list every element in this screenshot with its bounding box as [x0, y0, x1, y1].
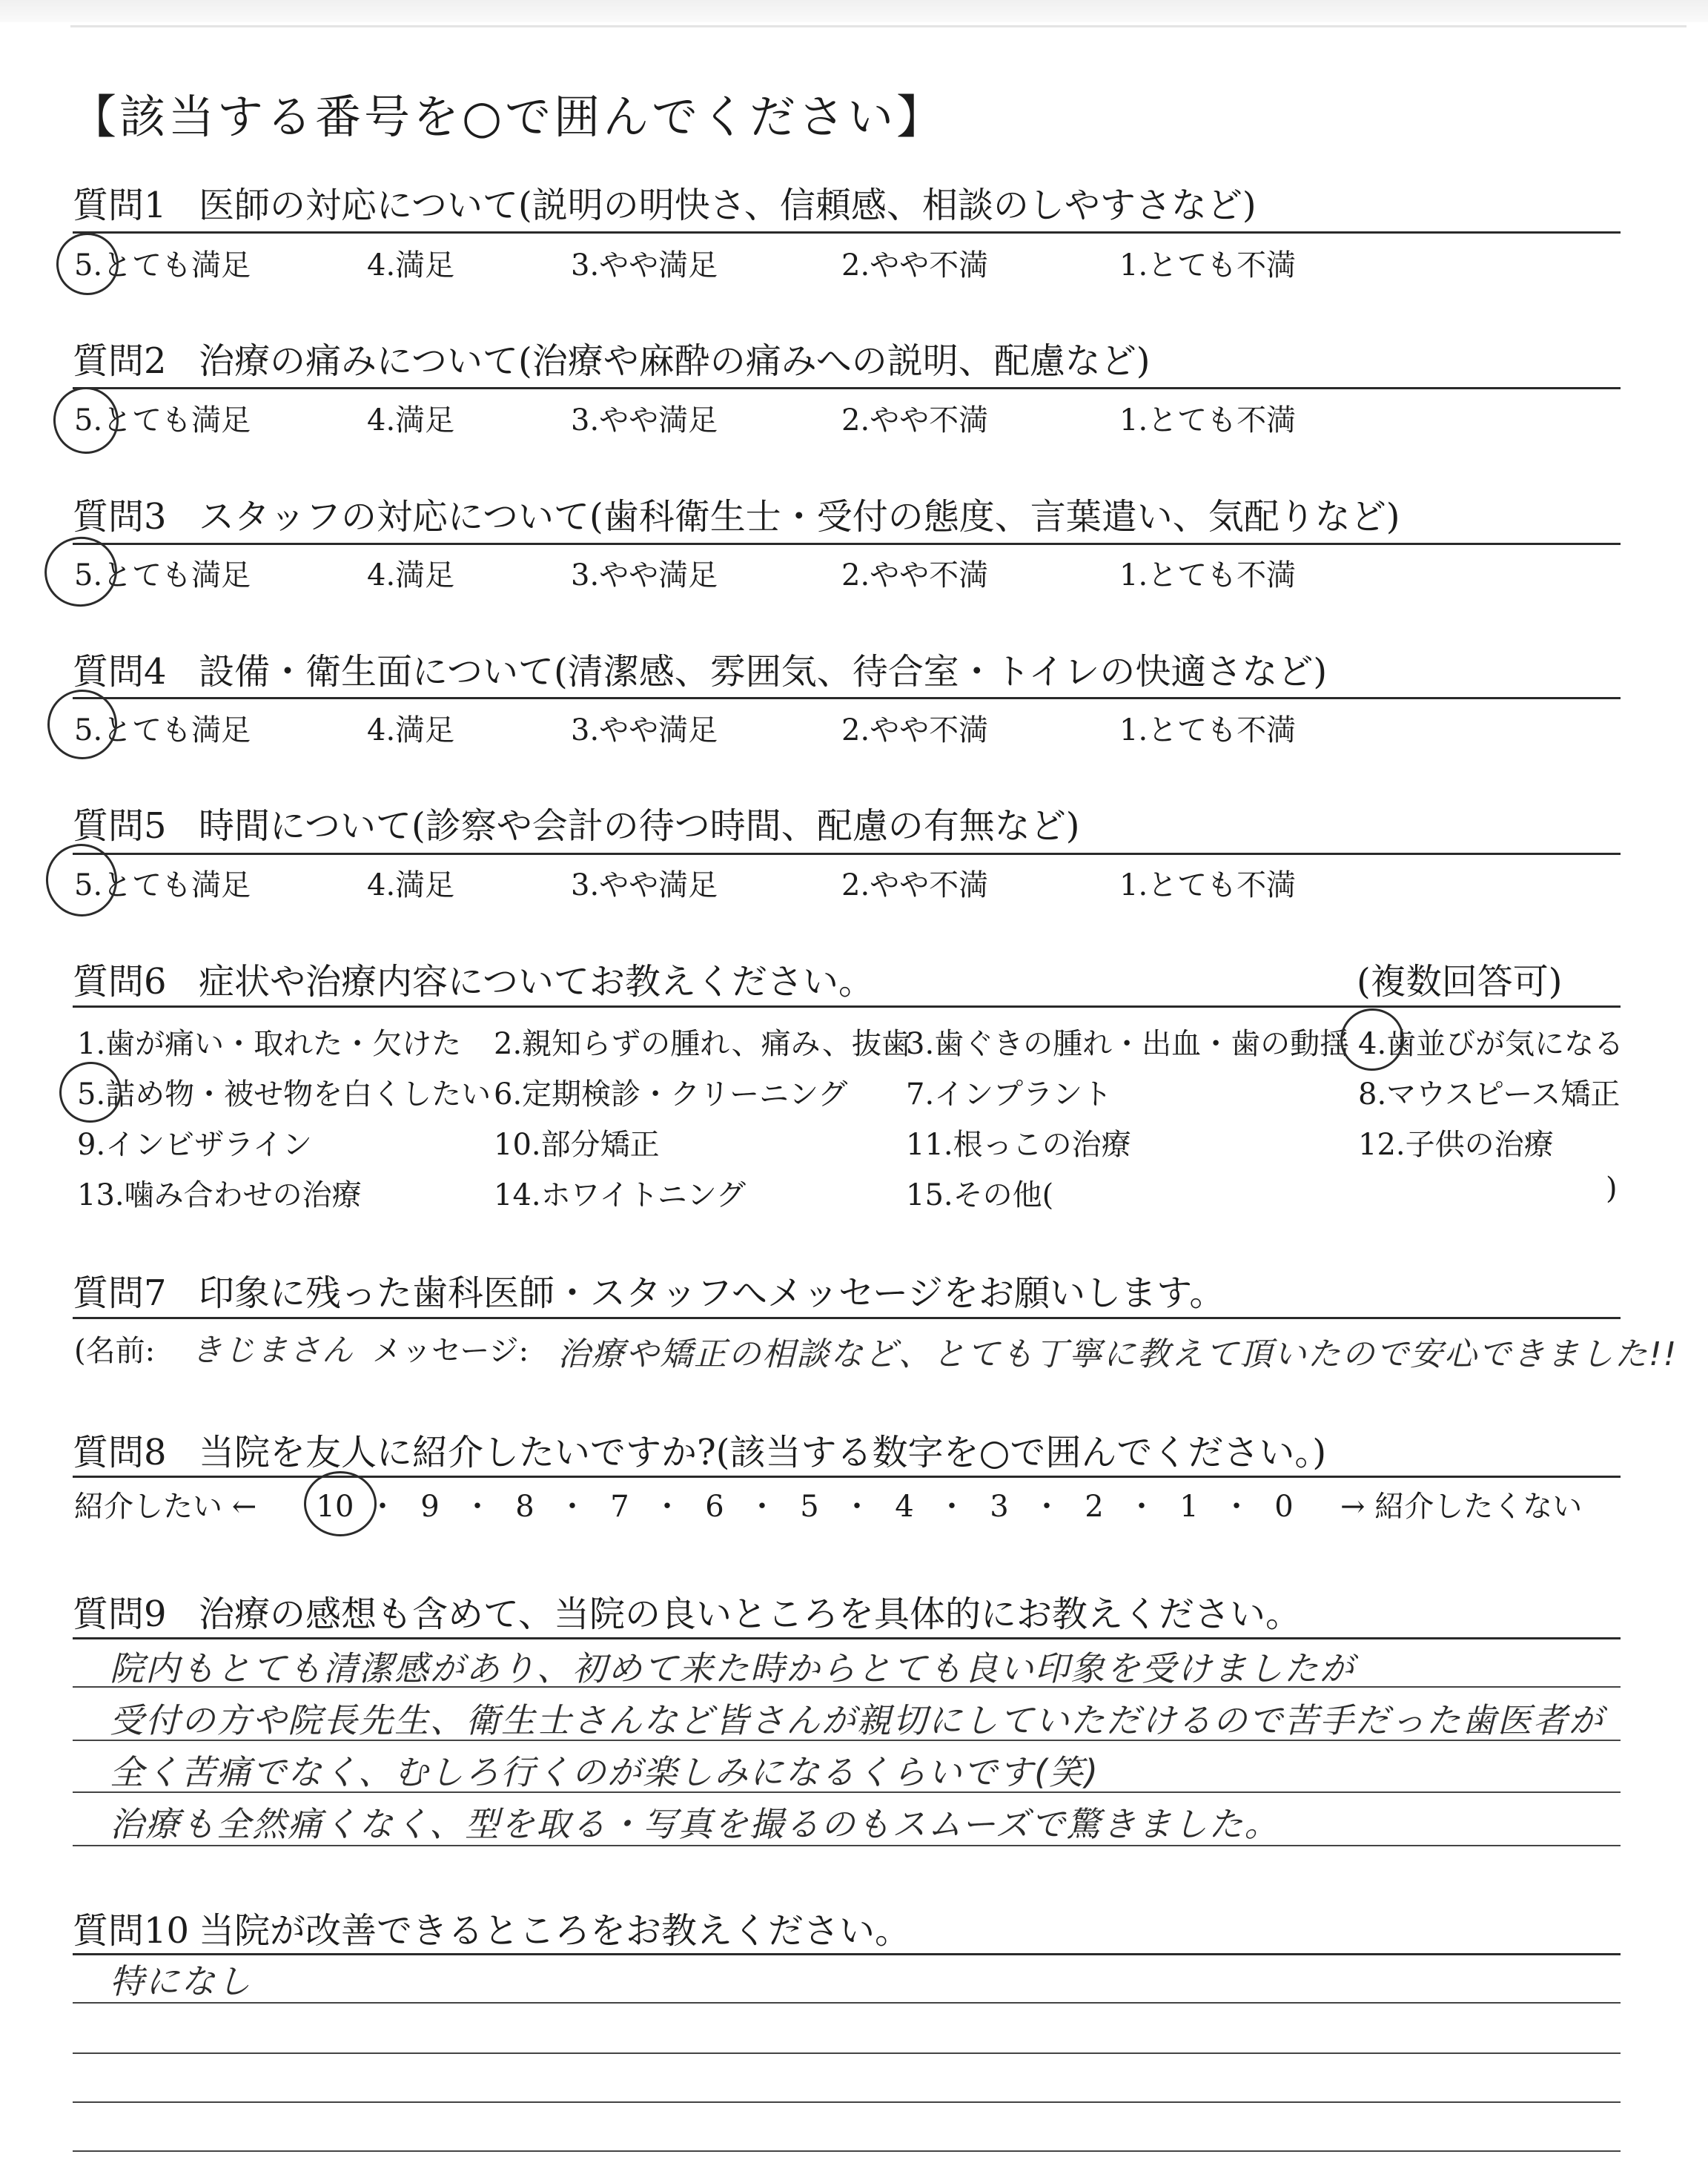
scan-top-edge — [0, 0, 1708, 22]
rule — [73, 1476, 1621, 1478]
score-4[interactable]: 4 — [895, 1490, 914, 1524]
option-1[interactable]: 1.とても不満 — [1119, 558, 1297, 592]
question-heading — [73, 1424, 1326, 1475]
form-title: 【該当する番号を○で囲んでください】 — [70, 90, 946, 144]
scale-separator: ・ — [937, 1490, 967, 1524]
option-2[interactable]: 2.やや不満 — [841, 713, 989, 747]
symptom-option-9[interactable]: 9.インビザライン — [77, 1128, 312, 1162]
option-3[interactable]: 3.やや満足 — [571, 868, 718, 902]
message-label: メッセージ: — [372, 1334, 529, 1368]
scale-separator: ・ — [1222, 1490, 1251, 1524]
question-number: 質問8 — [73, 1432, 167, 1473]
selection-circle — [48, 382, 124, 459]
rule — [73, 1953, 1621, 1955]
scale-separator: ・ — [842, 1490, 872, 1524]
option-2[interactable]: 2.やや不満 — [841, 558, 989, 592]
option-5[interactable]: 5.とても満足 — [74, 868, 251, 902]
score-9[interactable]: 9 — [420, 1490, 440, 1524]
option-5[interactable]: 5.とても満足 — [74, 403, 251, 437]
question-heading — [73, 488, 1400, 539]
option-4[interactable]: 4.満足 — [367, 403, 455, 437]
option-5[interactable]: 5.とても満足 — [74, 713, 251, 747]
score-10[interactable]: 10 — [316, 1490, 354, 1524]
symptom-option-13[interactable]: 13.噛み合わせの治療 — [77, 1178, 362, 1212]
question-text: 症状や治療内容についてお教えください。 — [199, 961, 875, 1003]
option-4[interactable]: 4.満足 — [367, 558, 455, 592]
score-6[interactable]: 6 — [705, 1490, 724, 1524]
question-text: 設備・衛生面について(清潔感、雰囲気、待合室・トイレの快適さなど) — [199, 651, 1328, 693]
option-3[interactable]: 3.やや満足 — [571, 248, 718, 283]
question-text: 治療の感想も含めて、当院の良いところを具体的にお教えください。 — [199, 1593, 1302, 1635]
question-number: 質問1 — [73, 185, 167, 226]
question-text: 医師の対応について(説明の明快さ、信頼感、相談のしやすさなど) — [199, 185, 1257, 226]
scale-separator: ・ — [747, 1490, 777, 1524]
rule — [73, 697, 1621, 699]
rule — [73, 853, 1621, 855]
option-5[interactable]: 5.とても満足 — [74, 248, 251, 283]
score-7[interactable]: 7 — [610, 1490, 629, 1524]
scale-separator: ・ — [463, 1490, 492, 1524]
score-2[interactable]: 2 — [1085, 1490, 1104, 1524]
option-4[interactable]: 4.満足 — [367, 248, 455, 283]
selection-circle — [55, 1057, 127, 1127]
score-0[interactable]: 0 — [1274, 1490, 1294, 1524]
question-number: 質問5 — [73, 805, 167, 847]
option-2[interactable]: 2.やや不満 — [841, 248, 989, 283]
selection-circle — [304, 1471, 377, 1536]
rule — [73, 387, 1621, 389]
question-heading — [73, 643, 1327, 694]
score-8[interactable]: 8 — [515, 1490, 534, 1524]
question-heading — [73, 953, 874, 1004]
symptom-option-10[interactable]: 10.部分矯正 — [494, 1128, 660, 1162]
symptom-option-15[interactable]: 15.その他( — [906, 1178, 1054, 1212]
score-1[interactable]: 1 — [1179, 1490, 1199, 1524]
symptom-option-11[interactable]: 11.根っこの治療 — [906, 1128, 1131, 1162]
symptom-option-6[interactable]: 6.定期検診・クリーニング — [494, 1077, 848, 1112]
rule — [73, 231, 1621, 234]
question-text: 当院が改善できるところをお教えください。 — [199, 1910, 911, 1952]
rule — [73, 2101, 1621, 2103]
option-1[interactable]: 1.とても不満 — [1119, 248, 1297, 283]
answer-line-3[interactable]: 全く苦痛でなく、むしろ行くのが楽しみになるくらいです(笑) — [110, 1752, 1099, 1792]
question-number: 質問10 — [73, 1910, 190, 1952]
question-heading — [73, 332, 1151, 383]
question-number: 質問2 — [73, 340, 167, 382]
question-number: 質問4 — [73, 651, 167, 693]
answer-line-1[interactable]: 特になし — [110, 1961, 252, 2001]
scan-top-line — [70, 25, 1687, 27]
option-3[interactable]: 3.やや満足 — [571, 713, 718, 747]
selection-circle — [42, 684, 123, 765]
rule — [73, 1005, 1621, 1008]
rule — [73, 2052, 1621, 2054]
symptom-option-5[interactable]: 5.詰め物・被せ物を白くしたい — [77, 1077, 491, 1112]
option-2[interactable]: 2.やや不満 — [841, 403, 989, 437]
question-number: 質問7 — [73, 1272, 167, 1314]
recommend-left-label: 紹介したい ← — [74, 1490, 257, 1524]
question-text: 印象に残った歯科医師・スタッフへメッセージをお願いします。 — [199, 1272, 1225, 1314]
symptom-option-4[interactable]: 4.歯並びが気になる — [1358, 1027, 1624, 1061]
question-text: 治療の痛みについて(治療や麻酔の痛みへの説明、配慮など) — [199, 340, 1151, 382]
rule — [73, 543, 1621, 545]
multiple-answers-note: (複数回答可) — [1357, 961, 1563, 1003]
rule — [73, 2002, 1621, 2004]
option-4[interactable]: 4.満足 — [367, 868, 455, 902]
symptom-option-7[interactable]: 7.インプラント — [906, 1077, 1113, 1112]
scale-separator: ・ — [1032, 1490, 1062, 1524]
question-heading — [73, 1585, 1301, 1636]
selection-circle — [1335, 1003, 1409, 1076]
question-number: 質問3 — [73, 496, 167, 538]
recommend-right-label: → 紹介したくない — [1340, 1490, 1583, 1524]
other-close-paren: ) — [1606, 1172, 1618, 1206]
option-1[interactable]: 1.とても不満 — [1119, 403, 1297, 437]
scale-separator: ・ — [557, 1490, 587, 1524]
question-number: 質問9 — [73, 1593, 167, 1635]
option-3[interactable]: 3.やや満足 — [571, 403, 718, 437]
option-2[interactable]: 2.やや不満 — [841, 868, 989, 902]
rule — [73, 2150, 1621, 2152]
symptom-option-1[interactable]: 1.歯が痛い・取れた・欠けた — [77, 1027, 462, 1061]
question-text: 時間について(診察や会計の待つ時間、配慮の有無など) — [199, 805, 1080, 847]
selection-circle — [39, 837, 124, 923]
symptom-option-3[interactable]: 3.歯ぐきの腫れ・出血・歯の動揺 — [906, 1027, 1350, 1061]
scale-separator: ・ — [1127, 1490, 1156, 1524]
option-3[interactable]: 3.やや満足 — [571, 558, 718, 592]
question-number: 質問6 — [73, 961, 167, 1003]
symptom-option-2[interactable]: 2.親知らずの腫れ、痛み、抜歯 — [494, 1027, 911, 1061]
option-1[interactable]: 1.とても不満 — [1119, 713, 1297, 747]
answer-line-1[interactable]: 院内もとても清潔感があり、初めて来た時からとても良い印象を受けましたが — [110, 1648, 1355, 1688]
selection-circle — [53, 229, 123, 300]
score-5[interactable]: 5 — [800, 1490, 819, 1524]
question-text: 当院を友人に紹介したいですか?(該当する数字を○で囲んでください。) — [199, 1432, 1327, 1473]
symptom-option-8[interactable]: 8.マウスピース矯正 — [1358, 1077, 1621, 1112]
name-label: (名前: — [74, 1334, 156, 1368]
score-3[interactable]: 3 — [990, 1490, 1009, 1524]
scale-separator: ・ — [368, 1490, 397, 1524]
answer-line-4[interactable]: 治療も全然痛くなく、型を取る・写真を撮るのもスムーズで驚きました。 — [110, 1804, 1280, 1844]
symptom-option-12[interactable]: 12.子供の治療 — [1358, 1128, 1554, 1162]
symptom-option-14[interactable]: 14.ホワイトニング — [494, 1178, 747, 1212]
rule — [73, 1637, 1621, 1639]
question-heading — [73, 1902, 910, 1953]
option-4[interactable]: 4.満足 — [367, 713, 455, 747]
name-value[interactable]: きじまさん — [191, 1332, 355, 1368]
option-5[interactable]: 5.とても満足 — [74, 558, 251, 592]
option-1[interactable]: 1.とても不満 — [1119, 868, 1297, 902]
scale-separator: ・ — [652, 1490, 682, 1524]
rule — [73, 1317, 1621, 1319]
recommend-scale — [311, 1483, 1308, 1525]
question-text: スタッフの対応について(歯科衛生士・受付の態度、言葉遣い、気配りなど) — [199, 496, 1400, 538]
question-heading — [73, 797, 1080, 848]
question-heading — [73, 1264, 1225, 1315]
question-heading — [73, 176, 1257, 228]
message-value[interactable]: 治療や矯正の相談など、とても丁寧に教えて頂いたので安心できました!! — [557, 1335, 1678, 1373]
answer-line-2[interactable]: 受付の方や院長先生、衛生士さんなど皆さんが親切にしていただけるので苦手だった歯医者が — [110, 1700, 1604, 1740]
